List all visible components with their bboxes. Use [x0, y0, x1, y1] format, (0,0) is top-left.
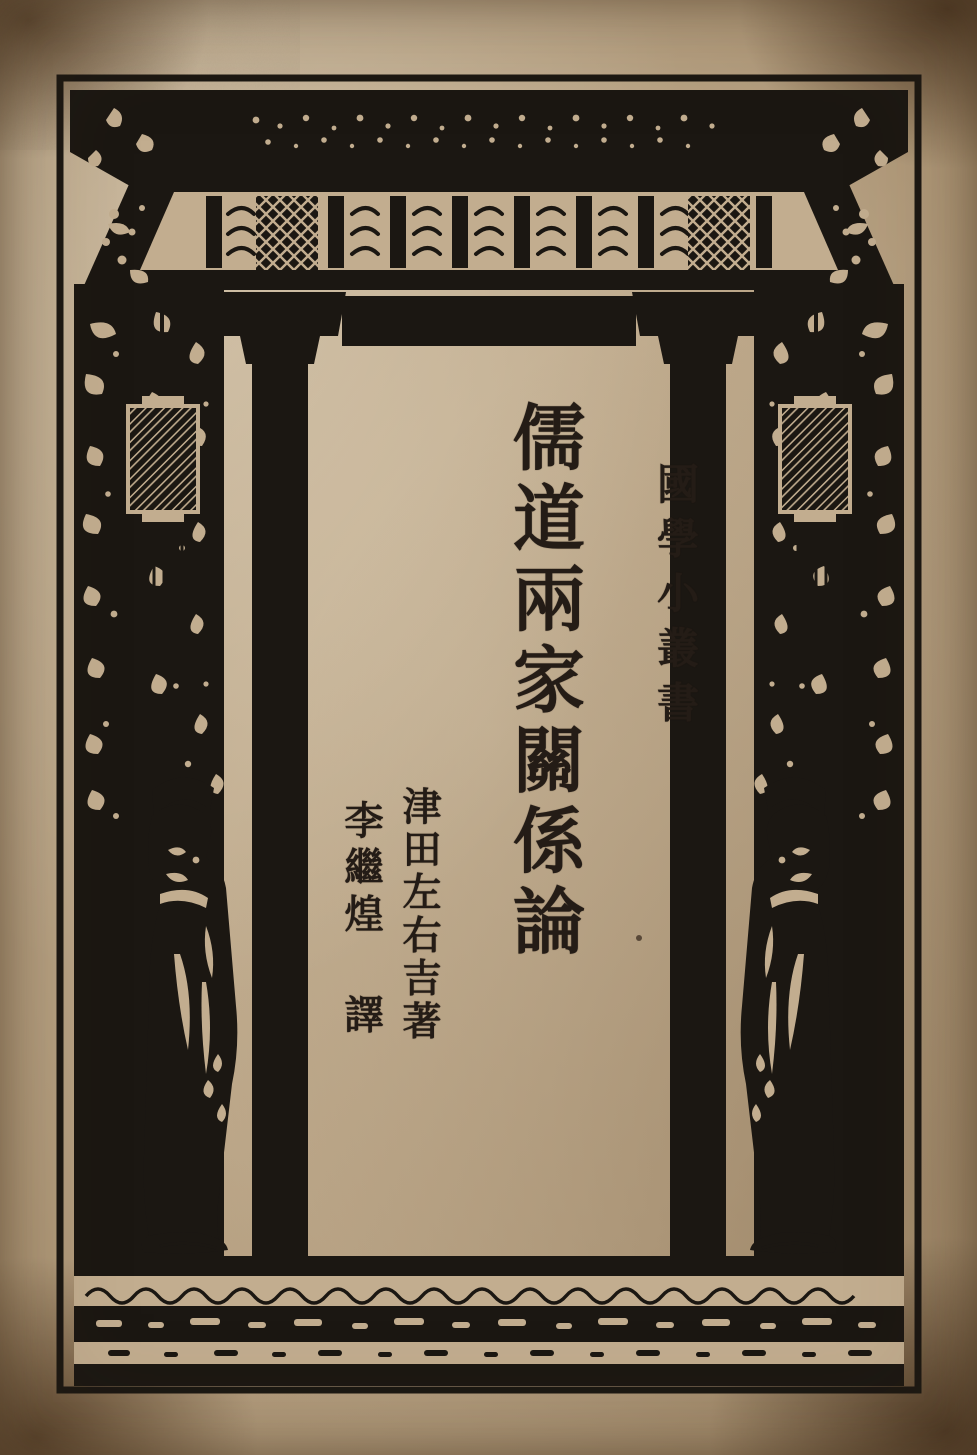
series-name: 國學小叢書 [651, 462, 700, 735]
book-title: 儒道兩家關係論 [501, 400, 586, 965]
author-name: 津田左右吉著 [396, 786, 442, 1044]
woodcut-gateway-border [56, 74, 922, 1394]
ink-speck [636, 935, 642, 941]
translator-name: 李繼煌 譯 [338, 800, 384, 1041]
